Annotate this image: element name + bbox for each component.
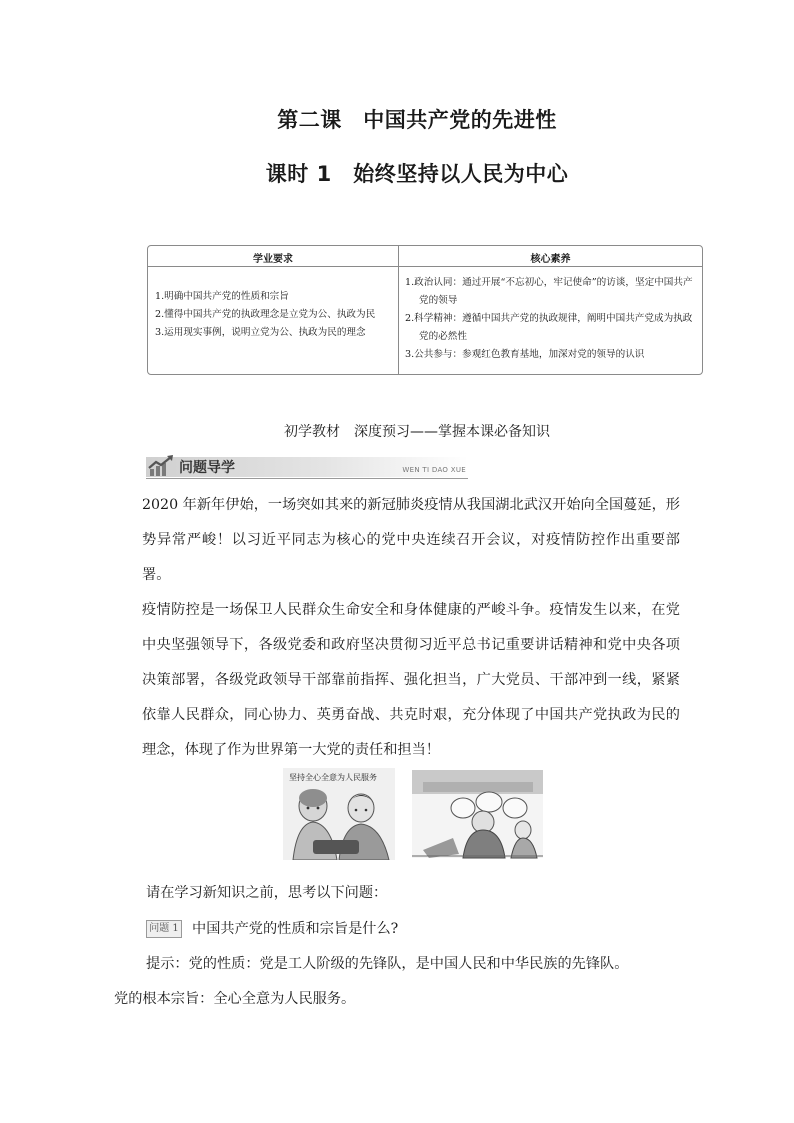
academic-item: 2.懂得中国共产党的执政理念是立党为公、执政为民 (155, 309, 376, 320)
table-divider (398, 246, 399, 374)
illustration-cartoons (283, 768, 543, 860)
illustration-caption: 坚持全心全意为人民服务 (289, 773, 377, 782)
core-item: 2.科学精神：遵循中国共产党的执政规律，阐明中国共产党成为执政党的必然性 (405, 313, 693, 342)
answer-line-2: 党的根本宗旨：全心全意为人民服务。 (114, 991, 356, 1007)
illustration-group (283, 768, 543, 860)
paragraph-epidemic-intro (114, 488, 680, 593)
core-item: 1.政治认同：通过开展“不忘初心，牢记使命”的访谈，坚定中国共产党的领导 (405, 277, 693, 306)
banner-underline (146, 478, 468, 479)
question-guide-banner (146, 457, 468, 481)
intro-line: 请在学习新知识之前，思考以下问题： (146, 885, 388, 901)
banner-pinyin: WEN TI DAO XUE (402, 466, 466, 474)
academic-item: 3.运用现实事例，说明立党为公、执政为民的理念 (155, 327, 366, 338)
col-header-academic: 学业要求 (253, 254, 293, 265)
paragraph-text: 疫情防控是一场保卫人民群众生命安全和身体健康的严峻斗争。疫情发生以来，在党中央坚强领导下，各级党委和政府坚决贯彻习近平总书记重要讲话精神和党中央各项决策部署，各级党政领导干部靠前指挥、强化担当，广大党员、干部冲到一线，紧紧依靠人民群众，同心协力、英勇奋战、共克时艰，充分体现了中国共产党执政为民的理念，体现了作为世界第一大党的责任和担当！ (142, 602, 680, 758)
col-header-core: 核心素养 (530, 254, 571, 265)
trend-chart-icon (148, 455, 174, 477)
question-badge: 问题 1 (146, 920, 182, 938)
section-heading: 初学教材 深度预习——掌握本课必备知识 (284, 424, 550, 440)
core-item: 3.公共参与：参观红色教育基地，加深对党的领导的认识 (405, 349, 645, 360)
paragraph-text: 2020 年新年伊始，一场突如其来的新冠肺炎疫情从我国湖北武汉开始向全国蔓延，形势异常严峻！以习近平同志为核心的党中央连续召开会议，对疫情防控作出重要部署。 (142, 497, 680, 583)
answer-line-1: 提示：党的性质：党是工人阶级的先锋队，是中国人民和中华民族的先锋队。 (146, 956, 629, 972)
requirements-table-header (148, 246, 702, 267)
academic-requirements-list (155, 288, 391, 342)
academic-item: 1.明确中国共产党的性质和宗旨 (155, 291, 289, 302)
banner-title: 问题导学 (179, 460, 235, 476)
paragraph-epidemic-control (114, 593, 680, 768)
requirements-table (147, 245, 703, 375)
core-literacy-list (405, 274, 697, 364)
question-text: 中国共产党的性质和宗旨是什么? (192, 921, 399, 937)
period-title: 课时 1 始终坚持以人民为中心 (265, 162, 569, 186)
lesson-title: 第二课 中国共产党的先进性 (277, 108, 557, 132)
question-1 (146, 918, 398, 938)
